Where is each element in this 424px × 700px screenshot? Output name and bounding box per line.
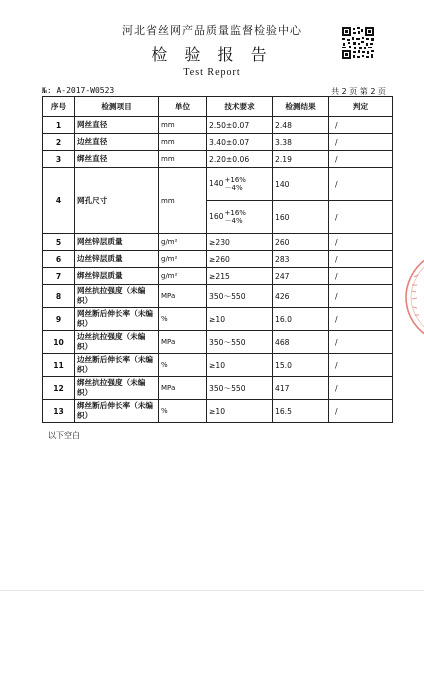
row-unit: mm <box>159 134 207 151</box>
table-row <box>43 308 393 331</box>
row-requirement: ≥215 <box>207 268 273 285</box>
table-row <box>43 251 393 268</box>
row-item: 边丝锌层质量 <box>75 251 159 268</box>
row-no: 2 <box>43 134 75 151</box>
table-row <box>43 400 393 423</box>
row-judgement: / <box>329 234 393 251</box>
row-judgement: / <box>329 354 393 377</box>
row-item: 网丝直径 <box>75 117 159 134</box>
row-judgement: / <box>329 168 393 201</box>
table-row <box>43 268 393 285</box>
row-judgement: / <box>329 201 393 234</box>
mesh-size-tolerance <box>225 176 246 192</box>
row-requirement: 350～550 <box>207 377 273 400</box>
row-requirement: 3.40±0.07 <box>207 134 273 151</box>
row-unit: mm <box>159 168 207 234</box>
row-requirement: 2.20±0.06 <box>207 151 273 168</box>
row-no: 6 <box>43 251 75 268</box>
table-row <box>43 354 393 377</box>
row-result: 2.19 <box>273 151 329 168</box>
col-header-judgement: 判定 <box>329 97 393 117</box>
row-unit: % <box>159 400 207 423</box>
row-item: 边丝抗拉强度（未编织） <box>75 331 159 354</box>
row-requirement: 2.50±0.07 <box>207 117 273 134</box>
row-no: 7 <box>43 268 75 285</box>
qr-code-icon <box>341 26 375 60</box>
row-no: 3 <box>43 151 75 168</box>
row-result: 2.48 <box>273 117 329 134</box>
row-no: 1 <box>43 117 75 134</box>
row-result: 160 <box>273 201 329 234</box>
row-requirement: 350～550 <box>207 331 273 354</box>
row-result: 16.0 <box>273 308 329 331</box>
table-row <box>43 285 393 308</box>
tolerance-plus: +16% <box>224 209 246 217</box>
table-row <box>43 331 393 354</box>
col-header-unit: 单位 <box>159 97 207 117</box>
mesh-size-base: 160 <box>209 212 224 221</box>
row-requirement: ≥260 <box>207 251 273 268</box>
col-header-requirement: 技术要求 <box>207 97 273 117</box>
row-no: 10 <box>43 331 75 354</box>
row-judgement: / <box>329 400 393 423</box>
row-no: 12 <box>43 377 75 400</box>
row-judgement: / <box>329 285 393 308</box>
tolerance-minus: －4% <box>224 217 243 225</box>
table-row <box>43 117 393 134</box>
row-judgement: / <box>329 251 393 268</box>
row-unit: g/m² <box>159 251 207 268</box>
row-judgement: / <box>329 268 393 285</box>
row-judgement: / <box>329 377 393 400</box>
row-item: 网丝断后伸长率（未编织） <box>75 308 159 331</box>
row-requirement: ≥10 <box>207 400 273 423</box>
col-header-item: 检测项目 <box>75 97 159 117</box>
tolerance-minus: －4% <box>224 184 243 192</box>
row-item: 边丝直径 <box>75 134 159 151</box>
test-results-table <box>42 96 393 423</box>
row-result: 15.0 <box>273 354 329 377</box>
col-header-no: 序号 <box>43 97 75 117</box>
row-result: 247 <box>273 268 329 285</box>
report-title: 检 验 报 告 <box>151 45 273 64</box>
row-no: 5 <box>43 234 75 251</box>
row-item: 绑丝锌层质量 <box>75 268 159 285</box>
row-no: 8 <box>43 285 75 308</box>
blank-below-note: 以下空白 <box>48 431 80 440</box>
row-unit: mm <box>159 151 207 168</box>
row-item: 网丝锌层质量 <box>75 234 159 251</box>
table-header-row <box>43 97 393 117</box>
table-row <box>43 377 393 400</box>
report-subtitle: Test Report <box>183 67 241 78</box>
row-requirement <box>207 168 273 201</box>
table-row <box>43 151 393 168</box>
row-no: 11 <box>43 354 75 377</box>
row-unit: mm <box>159 117 207 134</box>
row-no: 4 <box>43 168 75 234</box>
row-unit: MPa <box>159 331 207 354</box>
row-judgement: / <box>329 134 393 151</box>
row-item: 边丝断后伸长率（未编织） <box>75 354 159 377</box>
row-result: 260 <box>273 234 329 251</box>
col-header-result: 检测结果 <box>273 97 329 117</box>
row-result: 3.38 <box>273 134 329 151</box>
row-item: 绑丝直径 <box>75 151 159 168</box>
row-judgement: / <box>329 117 393 134</box>
row-result: 426 <box>273 285 329 308</box>
mesh-size-tolerance <box>225 209 246 225</box>
table-row <box>43 168 393 201</box>
row-requirement: ≥10 <box>207 308 273 331</box>
row-unit: MPa <box>159 285 207 308</box>
table-row <box>43 234 393 251</box>
row-judgement: / <box>329 331 393 354</box>
tolerance-plus: +16% <box>224 176 246 184</box>
row-unit: % <box>159 308 207 331</box>
row-requirement: 350～550 <box>207 285 273 308</box>
table-row <box>43 134 393 151</box>
row-no: 9 <box>43 308 75 331</box>
row-unit: MPa <box>159 377 207 400</box>
row-item: 网丝抗拉强度（未编织） <box>75 285 159 308</box>
row-item: 网孔尺寸 <box>75 168 159 234</box>
row-judgement: / <box>329 308 393 331</box>
row-requirement <box>207 201 273 234</box>
row-result: 468 <box>273 331 329 354</box>
row-result: 16.5 <box>273 400 329 423</box>
row-no: 13 <box>43 400 75 423</box>
row-result: 283 <box>273 251 329 268</box>
seal-stamp-icon <box>402 255 424 339</box>
row-item: 绑丝断后伸长率（未编织） <box>75 400 159 423</box>
row-result: 417 <box>273 377 329 400</box>
row-requirement: ≥10 <box>207 354 273 377</box>
row-result: 140 <box>273 168 329 201</box>
row-unit: g/m² <box>159 268 207 285</box>
report-number: №: A-2017-W0523 <box>42 86 115 95</box>
row-item: 绑丝抗拉强度（未编织） <box>75 377 159 400</box>
mesh-size-base: 140 <box>209 179 224 188</box>
row-unit: % <box>159 354 207 377</box>
row-requirement: ≥230 <box>207 234 273 251</box>
row-judgement: / <box>329 151 393 168</box>
row-unit: g/m² <box>159 234 207 251</box>
organization-name: 河北省丝网产品质量监督检验中心 <box>122 24 302 37</box>
page-info: 共 2 页 第 2 页 <box>331 87 386 96</box>
